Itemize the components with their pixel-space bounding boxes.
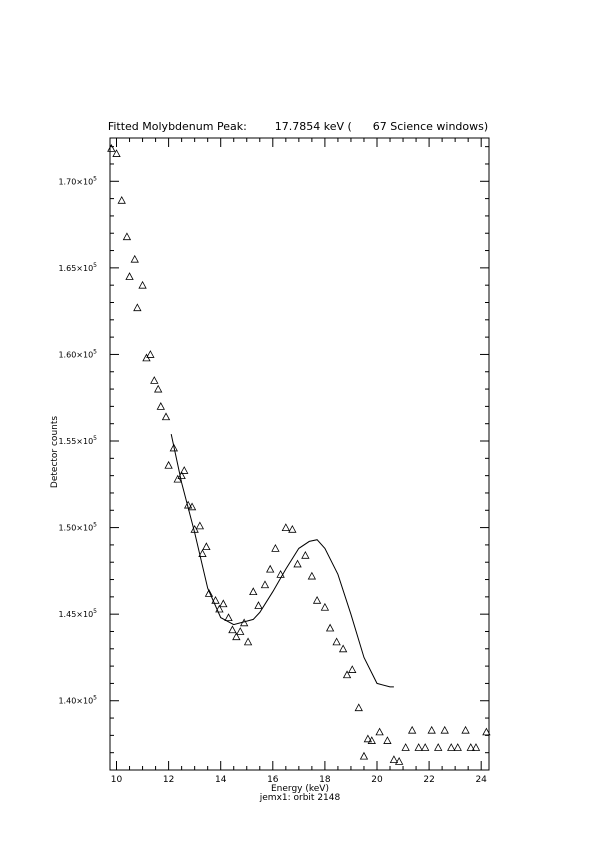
y-tick-label	[58, 522, 97, 533]
y-tick-label	[58, 348, 97, 359]
data-point	[131, 256, 138, 263]
data-point	[155, 386, 162, 393]
data-point	[441, 727, 448, 734]
data-point	[134, 304, 141, 311]
data-point	[245, 638, 252, 645]
x-tick-label: 24	[475, 775, 487, 785]
x-tick-label: 14	[214, 775, 227, 785]
y-tick-mantissa: 1.50×10	[58, 523, 94, 533]
data-point	[364, 735, 371, 742]
data-point	[302, 552, 309, 559]
data-point	[422, 744, 429, 751]
y-tick-label	[58, 262, 97, 273]
y-tick-mantissa: 1.65×10	[58, 263, 94, 273]
x-tick-label: 22	[423, 775, 435, 785]
data-point	[237, 628, 244, 635]
data-point	[384, 737, 391, 744]
y-tick-label	[58, 175, 97, 186]
y-tick-exponent: 5	[93, 261, 97, 269]
data-point	[272, 545, 279, 552]
data-point	[428, 727, 435, 734]
data-point	[454, 744, 461, 751]
y-tick-mantissa: 1.60×10	[58, 350, 94, 360]
data-point	[108, 145, 115, 152]
y-tick-mantissa: 1.40×10	[58, 696, 94, 706]
y-tick-label	[58, 608, 97, 619]
x-axis-label: Energy (keV)	[271, 784, 329, 794]
data-point	[376, 728, 383, 735]
data-point	[448, 744, 455, 751]
y-tick-mantissa: 1.70×10	[58, 177, 94, 187]
data-point	[229, 626, 236, 633]
data-point	[360, 753, 367, 760]
plot-frame	[110, 138, 489, 770]
x-axis-ticks	[111, 138, 487, 785]
chart-title: Fitted Molybdenum Peak: 17.7854 keV ( 67 Science windows)	[107, 120, 489, 133]
y-tick-label	[58, 435, 97, 446]
data-point	[415, 744, 422, 751]
data-point	[118, 197, 125, 204]
data-point	[289, 526, 296, 533]
y-tick-exponent: 5	[93, 348, 97, 356]
data-point	[355, 704, 362, 711]
data-point	[314, 597, 321, 604]
data-point	[294, 560, 301, 567]
data-point	[308, 573, 315, 580]
data-point	[123, 233, 130, 240]
y-tick-exponent: 5	[93, 694, 97, 702]
data-point	[349, 666, 356, 673]
data-point	[435, 744, 442, 751]
data-point	[196, 522, 203, 529]
x-tick-label: 16	[267, 775, 279, 785]
x-tick-label: 20	[371, 775, 383, 785]
y-axis-label: Detector counts	[50, 415, 60, 489]
data-point	[390, 756, 397, 763]
data-point	[333, 638, 340, 645]
data-point	[225, 614, 232, 621]
data-point	[409, 727, 416, 734]
x-tick-label: 18	[319, 775, 331, 785]
data-point	[462, 727, 469, 734]
data-point	[126, 273, 133, 280]
x-tick-label: 10	[110, 775, 123, 785]
data-points	[108, 145, 490, 764]
y-tick-label	[58, 695, 97, 706]
data-point	[250, 588, 257, 595]
data-point	[255, 602, 262, 609]
y-tick-mantissa: 1.55×10	[58, 437, 94, 447]
y-axis-ticks	[58, 147, 489, 753]
data-point	[163, 413, 170, 420]
y-tick-exponent: 5	[93, 521, 97, 529]
y-tick-exponent: 5	[93, 435, 97, 443]
y-tick-exponent: 5	[93, 608, 97, 616]
footer-label: jemx1: orbit 2148	[259, 793, 341, 803]
fit-curve	[171, 434, 394, 687]
y-tick-exponent: 5	[93, 175, 97, 183]
data-point	[220, 600, 227, 607]
data-point	[282, 524, 289, 531]
data-point	[402, 744, 409, 751]
data-point	[203, 543, 210, 550]
data-point	[157, 403, 164, 410]
data-point	[321, 604, 328, 611]
data-point	[151, 377, 158, 384]
y-tick-mantissa: 1.45×10	[58, 610, 94, 620]
data-point	[340, 645, 347, 652]
data-point	[261, 581, 268, 588]
data-point	[327, 625, 334, 632]
data-point	[267, 566, 274, 573]
data-point	[139, 282, 146, 289]
data-point	[165, 462, 172, 469]
x-tick-label: 12	[162, 775, 175, 785]
